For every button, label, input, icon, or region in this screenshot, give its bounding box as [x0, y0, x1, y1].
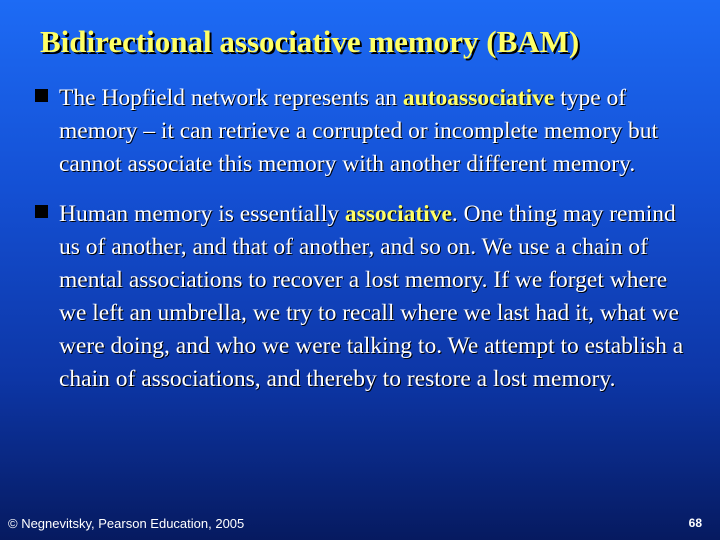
bullet-list [34, 82, 694, 413]
slide-title: Bidirectional associative memory (BAM) [40, 24, 580, 59]
bullet-item [34, 198, 694, 396]
square-bullet-icon [35, 89, 48, 102]
bullet-item [34, 82, 694, 181]
bullet-text [59, 82, 694, 181]
page-number: 68 [688, 516, 702, 530]
bullet-text-before: Human memory is essentially [59, 201, 345, 227]
bullet-text-after: . One thing may remind us of another, and that of another, and so on. We use a chain of mental associations to recover a lost memory. If we forget where we left an umbrella, we try to recall where we last had it, what we were doing, and who we were talking to. We attempt to establish a chain of associations, and thereby to restore a lost memory. [59, 201, 684, 392]
bullet-text-before: The Hopfield network represents an [59, 85, 403, 111]
bullet-text-after: type of memory – it can retrieve a corrupted or incomplete memory but cannot associate this memory with another different memory. [59, 85, 659, 177]
footer-copyright: © Negnevitsky, Pearson Education, 2005 [8, 516, 245, 531]
bullet-highlight: associative [344, 201, 452, 227]
square-bullet-icon [35, 205, 48, 218]
bullet-text [59, 198, 694, 396]
bullet-highlight: autoassociative [402, 85, 555, 111]
